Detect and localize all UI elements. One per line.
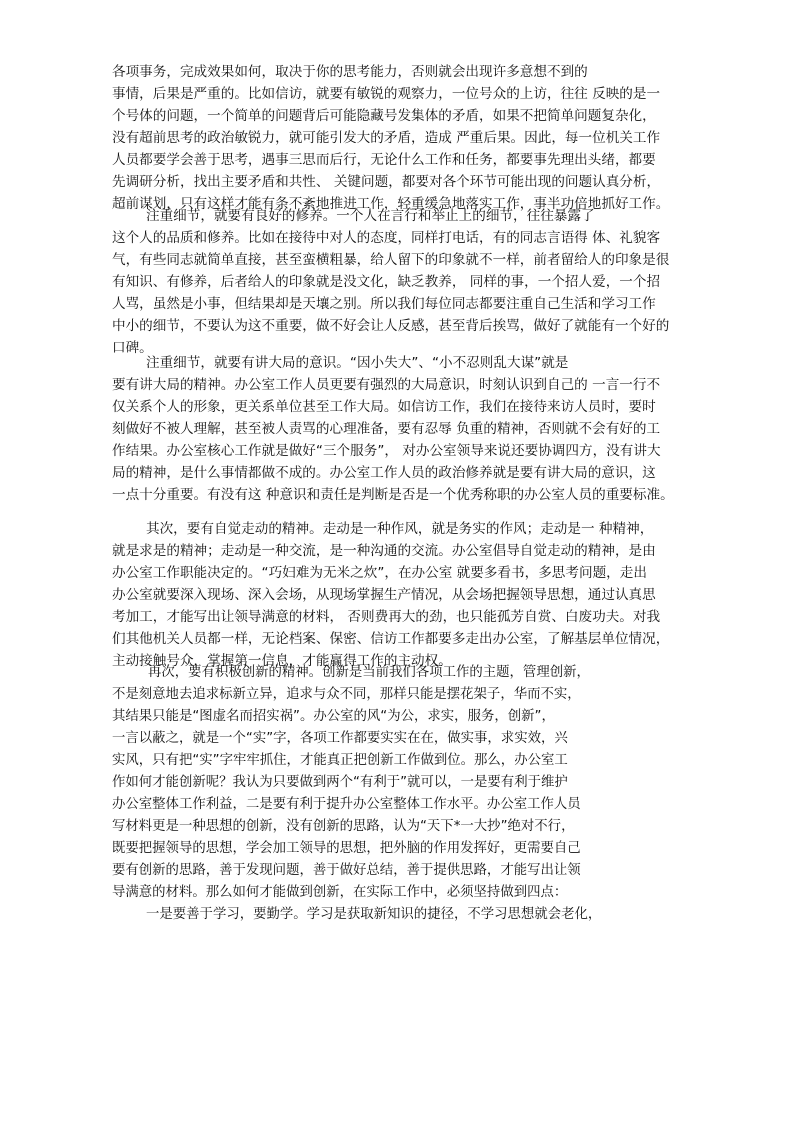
text-line: 超前谋划，只有这样才能有条不紊地推进工作，轻重缓急地落实工作，事半功倍地抓好工作。 [112,196,670,212]
text-line: 办公室整体工作利益，二是要有利于提升办公室整体工作水平。办公室工作人员 [112,797,581,812]
text-line: 注重细节，就要有良好的修养。一个人在言行和举止上的细节，往往暴露了 [146,208,595,224]
text-line: 注重细节，就要有讲大局的意识。“因小失大”、“小不忍则乱大谋”就是 [146,355,569,371]
text-line: 一是要善于学习，要勤学。学习是获取新知识的捷径，不学习思想就会老化， [146,907,602,922]
text-line: 这个人的品质和修养。比如在接待中对人的态度，同样打电话，有的同志言语得 体、礼貌客 [112,230,661,246]
text-line: 个号体的问题，一个简单的问题背后可能隐藏号发集体的矛盾，如果不把简单问题复杂化， [112,108,656,124]
text-line: 先调研分析，找出主要矛盾和共性、 关键问题，都要对各个环节可能出现的问题认真分析， [112,174,661,190]
text-line: 其结果只能是“图虚名而招实祸”。办公室的风“为公，求实，服务，创新”， [112,709,555,724]
text-line: 主动接触号众，掌握第一信息，才能赢得工作的主动权。 [112,653,452,669]
text-line: 要有讲大局的精神。办公室工作人员更要有强烈的大局意识，时刻认识到自己的 一言一行不 [112,377,661,393]
text-line: 办公室就要深入现场、深入会场，从现场掌握生产情况，从会场把握领导思想，通过认真思 [112,587,656,603]
text-line: 考加工，才能写出让领导满意的材料， 否则费再大的劲，也只能孤芳自赏、白废功夫。对我 [112,609,661,625]
text-line: 刻做好不被人理解，甚至被人责骂的心理准备，要有忍辱 负重的精神，否则就不会有好的工 [112,421,661,437]
text-line: 局的精神，是什么事情都做不成的。办公室工作人员的政治修养就是要有讲大局的意识，这 [112,465,656,481]
text-line: 要有创新的思路，善于发现问题，善于做好总结，善于提供思路，才能写出让领 [112,863,581,878]
text-line: 既要把握领导的思想，学会加工领导的思想，把外脑的作用发挥好，更需要自己 [112,841,581,856]
text-line: 不是刻意地去追求标新立异，追求与众不同，那样只能是摆花架子，华而不实， [112,687,581,702]
text-line: 仅关系个人的形象，更关系单位甚至工作大局。如信访工作，我们在接待来访人员时，要时 [112,399,656,415]
text-line: 实风，只有把“实”字牢牢抓住，才能真正把创新工作做到位。那么，办公室工 [112,753,568,768]
text-line: 作结果。办公室核心工作就是做好“三个服务”， 对办公室领导来说还要协调四方，没有讲大 [112,443,661,459]
text-line: 作如何才能创新呢？我认为只要做到两个“有利于”就可以，一是要有利于维护 [112,775,568,790]
text-line: 其次，要有自觉走动的精神。走动是一种作风，就是务实的作风；走动是一 种精神， [146,521,654,537]
text-line: 各项事务，完成效果如何，取决于你的思考能力，否则就会出现许多意想不到的 [112,64,588,80]
text-line: 中小的细节，不要认为这不重要，做不好会让人反感，甚至背后挨骂，做好了就能有一个好的 [112,318,670,334]
text-line: 事情，后果是严重的。比如信访，就要有敏锐的观察力，一位号众的上访，往往 反映的是一 [112,86,661,102]
text-line: 一言以蔽之，就是一个“实”字，各项工作都要实实在在，做实事，求实效，兴 [112,731,568,746]
text-line: 口碑。 [112,340,153,356]
text-line: 人骂，虽然是小事，但结果却是天壤之别。所以我们每位同志都要注重自己生活和学习工作 [112,296,656,312]
text-line: 人员都要学会善于思考，遇事三思而后行，无论什么工作和任务，都要事先理出头绪，都要 [112,152,656,168]
text-line: 再次，要有积极创新的精神。创新是当前我们各项工作的主题，管理创新， [148,665,590,680]
text-line: 就是求是的精神；走动是一种交流，是一种沟通的交流。办公室倡导自觉走动的精神，是由 [112,543,656,559]
text-line: 写材料更是一种思想的创新，没有创新的思路，认为“天下*一大抄”绝对不行， [112,819,575,834]
text-line: 办公室工作职能决定的。“巧妇难为无米之炊”，在办公室 就要多看书，多思考问题，走出 [112,565,647,581]
text-line: 有知识、有修养，后者给人的印象就是没文化，缺乏教养， 同样的事，一个招人爱，一个招 [112,274,661,290]
text-line: 一点十分重要。有没有这 种意识和责任是判断是否是一个优秀称职的办公室人员的重要标准。 [112,487,674,503]
text-line: 没有超前思考的政治敏锐力，就可能引发大的矛盾，造成 严重后果。因此，每一位机关工作 [112,130,661,146]
text-line: 气，有些同志就简单直接，甚至蛮横粗暴，给人留下的印象就不一样，前者留给人的印象是很 [112,252,670,268]
text-line: 导满意的材料。那么如何才能做到创新，在实际工作中，必须坚持做到四点： [112,885,568,900]
text-line: 们其他机关人员都一样，无论档案、保密、信访工作都要多走出办公室，了解基层单位情况， [112,631,670,647]
